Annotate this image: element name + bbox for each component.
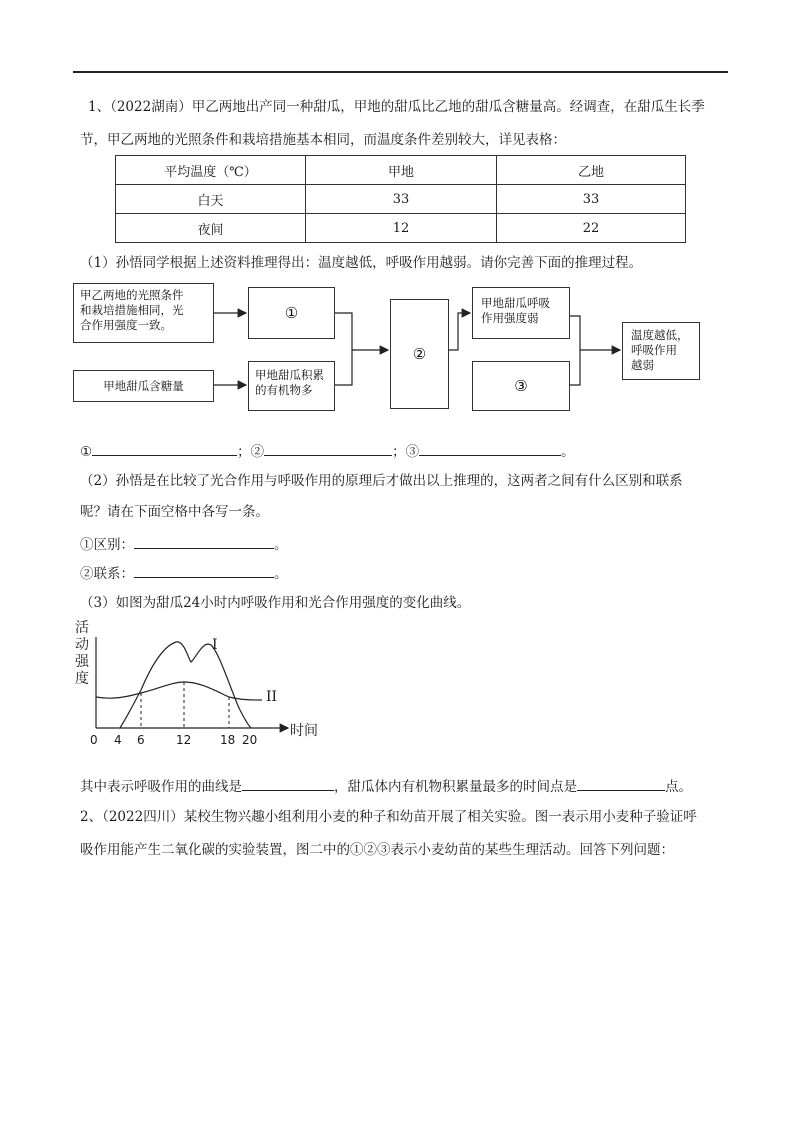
curve-label-II: II bbox=[266, 689, 278, 705]
table-cell: 33 bbox=[306, 185, 497, 214]
q1-part1-text: （1）孙悟同学根据上述资料推理得出：温度越低，呼吸作用越弱。请你完善下面的推理过程。 bbox=[80, 255, 643, 271]
blank-label: ；③ bbox=[392, 444, 420, 460]
y-label-char: 动 bbox=[75, 637, 89, 653]
flow-text: 的有机物多 bbox=[255, 383, 313, 397]
table-cell: 22 bbox=[497, 214, 686, 243]
flow-text: 作用强度弱 bbox=[481, 311, 539, 325]
curve-photosynthesis bbox=[120, 642, 251, 728]
table-header-cell: 乙地 bbox=[497, 156, 686, 185]
x-tick-label: 6 bbox=[137, 733, 145, 747]
table-cell: 夜间 bbox=[116, 214, 306, 243]
y-label-char: 活 bbox=[75, 620, 89, 636]
blank-label: 。 bbox=[561, 444, 575, 460]
respiration-curve-blank[interactable] bbox=[242, 777, 334, 791]
x-tick-label: 20 bbox=[242, 733, 258, 747]
table-header-cell: 甲地 bbox=[306, 156, 497, 185]
relation-label: ②联系： bbox=[80, 566, 134, 582]
x-tick-label: 12 bbox=[176, 733, 192, 747]
flow-text: 甲地甜瓜呼吸 bbox=[481, 296, 550, 310]
period: 。 bbox=[274, 537, 288, 553]
q1-part3-text: （3）如图为甜瓜24小时内呼吸作用和光合作用强度的变化曲线。 bbox=[80, 595, 471, 611]
curve-respiration bbox=[96, 682, 262, 700]
flow-box-blank-1: ① bbox=[248, 287, 335, 339]
flow-box-blank-2: ② bbox=[390, 299, 449, 409]
question-text: ，甜瓜体内有机物积累量最多的时间点是 bbox=[334, 779, 577, 795]
question-text: 其中表示呼吸作用的曲线是 bbox=[80, 779, 242, 795]
flow-text: 越弱 bbox=[631, 358, 654, 372]
q1-part2-line2: 呢？请在下面空格中各写一条。 bbox=[80, 504, 269, 520]
y-axis-label bbox=[72, 620, 92, 688]
time-point-blank[interactable] bbox=[577, 777, 665, 791]
x-axis-label: 时间 bbox=[290, 723, 318, 739]
table-header-cell: 平均温度（℃） bbox=[116, 156, 306, 185]
difference-label: ①区别： bbox=[80, 537, 134, 553]
flow-text: 和栽培措施相同，光 bbox=[80, 303, 184, 317]
flow-text: 呼吸作用 bbox=[631, 343, 677, 357]
flow-text: 甲乙两地的光照条件 bbox=[80, 288, 184, 302]
flow-box-blank-3: ③ bbox=[472, 361, 570, 411]
q1-intro-line2: 节，甲乙两地的光照条件和栽培措施基本相同，而温度条件差别较大，详见表格： bbox=[80, 132, 566, 148]
blank-label: ① bbox=[80, 444, 93, 460]
flow-box-sugar: 甲地甜瓜含糖量 bbox=[73, 370, 214, 402]
q1-part2-line1: （2）孙悟是在比较了光合作用与呼吸作用的原理后才做出以上推理的，这两者之间有什么区别和联系 bbox=[80, 473, 683, 489]
flow-text: 甲地甜瓜积累 bbox=[255, 368, 324, 382]
curve-label-I: I bbox=[212, 637, 218, 653]
period: 。 bbox=[274, 566, 288, 582]
table-cell: 12 bbox=[306, 214, 497, 243]
x-tick-label: 4 bbox=[114, 733, 122, 747]
q2-line2: 吸作用能产生二氧化碳的实验装置，图二中的①②③表示小麦幼苗的某些生理活动。回答下列问题： bbox=[80, 842, 674, 858]
q1-part3-question bbox=[80, 777, 692, 796]
x-tick-label: 0 bbox=[90, 733, 98, 747]
table-cell: 白天 bbox=[116, 185, 306, 214]
y-label-char: 强 bbox=[75, 654, 89, 670]
blank-label: ；② bbox=[237, 444, 265, 460]
table-cell: 33 bbox=[497, 185, 686, 214]
y-label-char: 度 bbox=[75, 671, 89, 687]
question-text: 点。 bbox=[665, 779, 692, 795]
flow-text: 温度越低， bbox=[631, 328, 689, 342]
q2-line1: 2、（2022四川）某校生物兴趣小组利用小麦的种子和幼苗开展了相关实验。图一表示用小麦种子验证呼 bbox=[80, 809, 697, 825]
q1-intro-line1: 1、（2022湖南）甲乙两地出产同一种甜瓜，甲地的甜瓜比乙地的甜瓜含糖量高。经调查，在甜瓜生长季 bbox=[88, 99, 705, 115]
x-tick-label: 18 bbox=[220, 733, 236, 747]
flow-text: 合作用强度一致。 bbox=[80, 318, 172, 332]
